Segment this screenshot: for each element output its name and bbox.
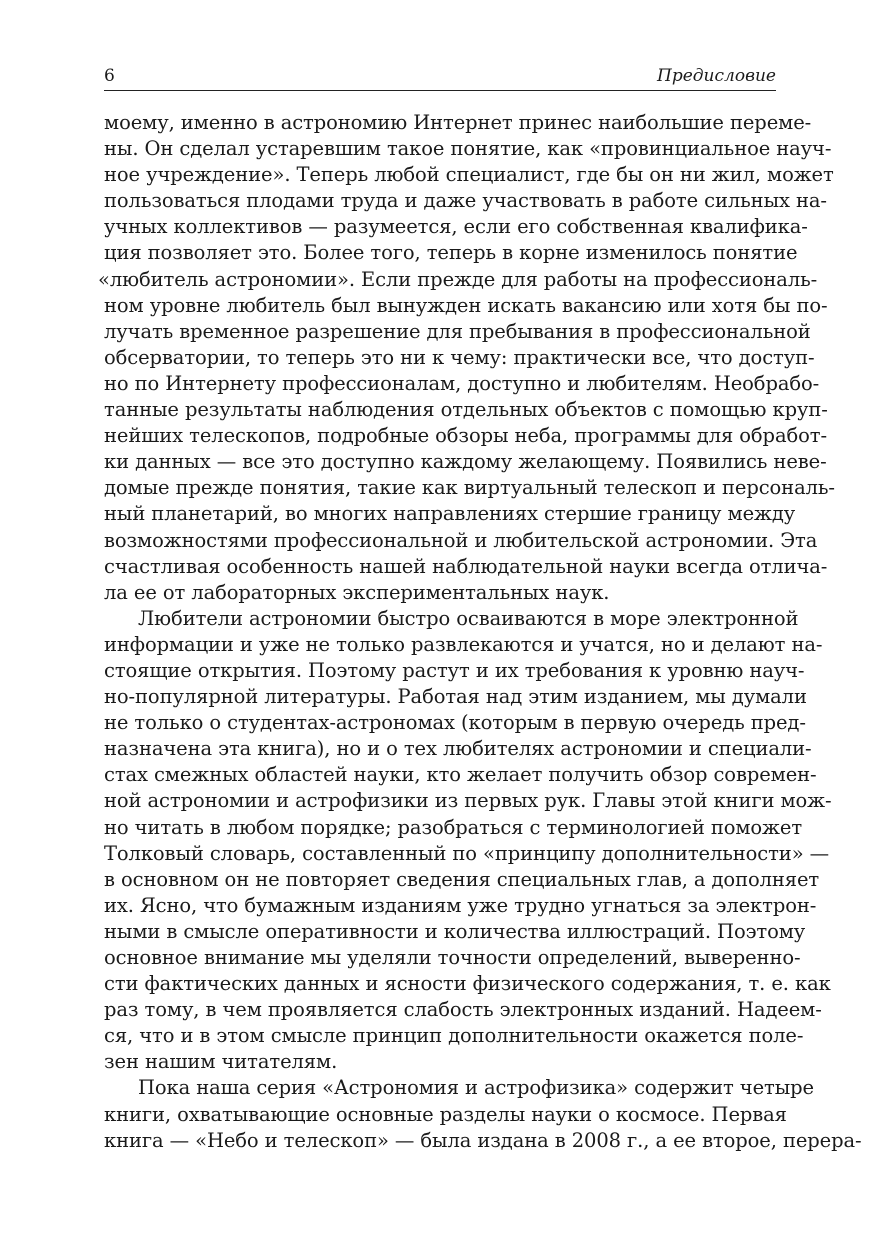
text-line: раз тому, в чем проявляется слабость электронных изданий. Надеем- (104, 998, 822, 1022)
text-line: ное учреждение». Теперь любой специалист, где бы он ни жил, может (104, 163, 834, 187)
text-line: назначена эта книга), но и о тех любителях астрономии и специали- (104, 737, 812, 761)
running-header (104, 64, 776, 91)
text-line: информации и уже не только развлекаются и учатся, но и делают на- (104, 632, 823, 656)
text-line: Любители астрономии быстро осваиваются в море электронной (138, 606, 799, 630)
text-line: Толковый словарь, составленный по «принципу дополнительности» — (104, 841, 830, 865)
text-line: основное внимание мы уделяли точности определений, выверенно- (104, 946, 801, 969)
book-page (98, 64, 862, 1154)
section-title: Предисловие (657, 66, 776, 86)
text-line: ла ее от лабораторных экспериментальных наук. (104, 580, 610, 604)
text-line: книга — «Небо и телескоп» — была издана в 2008 г., а ее второе, перера- (104, 1128, 862, 1152)
text-line: нейших телескопов, подробные обзоры неба, программы для обработ- (104, 424, 827, 448)
page-number: 6 (104, 66, 115, 86)
text-line: но по Интернету профессионалам, доступно и любителям. Необрабо- (104, 371, 820, 395)
text-line: не только о студентах-астрономах (которым в первую очередь пред- (104, 711, 806, 735)
text-line: домые прежде понятия, такие как виртуальный телескоп и персональ- (104, 476, 835, 500)
text-line: зен нашим читателям. (104, 1050, 338, 1074)
text-line: моему, именно в астрономию Интернет принес наибольшие переме- (104, 111, 812, 134)
text-line: Пока наша серия «Астрономия и астрофизика» содержит четыре (138, 1076, 814, 1100)
text-line: ки данных — все это доступно каждому желающему. Появились неве- (104, 450, 827, 474)
text-line: счастливая особенность нашей наблюдательной науки всегда отлича- (104, 554, 828, 578)
text-line: но читать в любом порядке; разобраться с терминологией поможет (104, 815, 803, 839)
text-line: ными в смысле оперативности и количества иллюстраций. Поэтому (104, 919, 806, 943)
text-line: обсерватории, то теперь это ни к чему: практически все, что доступ- (104, 345, 815, 369)
text-line: ной астрономии и астрофизики из первых рук. Главы этой книги мож- (104, 789, 832, 813)
text-line: возможностями профессиональной и любительской астрономии. Эта (104, 528, 818, 552)
text-line: «любитель астрономии». Если прежде для работы на профессиональ- (98, 267, 818, 291)
text-line: в основном он не повторяет сведения специальных глав, а дополняет (104, 867, 820, 891)
text-line: учных коллективов — разумеется, если его собственная квалифика- (104, 215, 808, 239)
text-line: их. Ясно, что бумажным изданиям уже трудно угнаться за электрон- (104, 893, 817, 917)
text-line: ся, что и в этом смысле принцип дополнительности окажется поле- (104, 1024, 804, 1048)
body-text (98, 110, 862, 1154)
text-line: сти фактических данных и ясности физического содержания, т. е. как (104, 972, 831, 996)
text-line: ны. Он сделал устаревшим такое понятие, как «провинциальное науч- (104, 137, 832, 161)
text-line: танные результаты наблюдения отдельных объектов с помощью круп- (104, 398, 828, 422)
text-line: книги, охватывающие основные разделы науки о космосе. Первая (104, 1102, 787, 1126)
paragraph (104, 606, 832, 1076)
text-line: пользоваться плодами труда и даже участвовать в работе сильных на- (104, 189, 827, 213)
text-line: ция позволяет это. Более того, теперь в корне изменилось понятие (104, 241, 798, 265)
text-line: ный планетарий, во многих направлениях стершие границу между (104, 502, 796, 526)
text-line: ном уровне любитель был вынужден искать вакансию или хотя бы по- (104, 293, 828, 317)
text-line: но-популярной литературы. Работая над этим изданием, мы думали (104, 685, 807, 709)
paragraph (104, 1075, 862, 1153)
text-line: стоящие открытия. Поэтому растут и их требования к уровню науч- (104, 658, 805, 682)
paragraph (98, 110, 835, 606)
text-line: лучать временное разрешение для пребывания в профессиональной (104, 319, 811, 343)
text-line: стах смежных областей науки, кто желает получить обзор современ- (104, 763, 817, 787)
